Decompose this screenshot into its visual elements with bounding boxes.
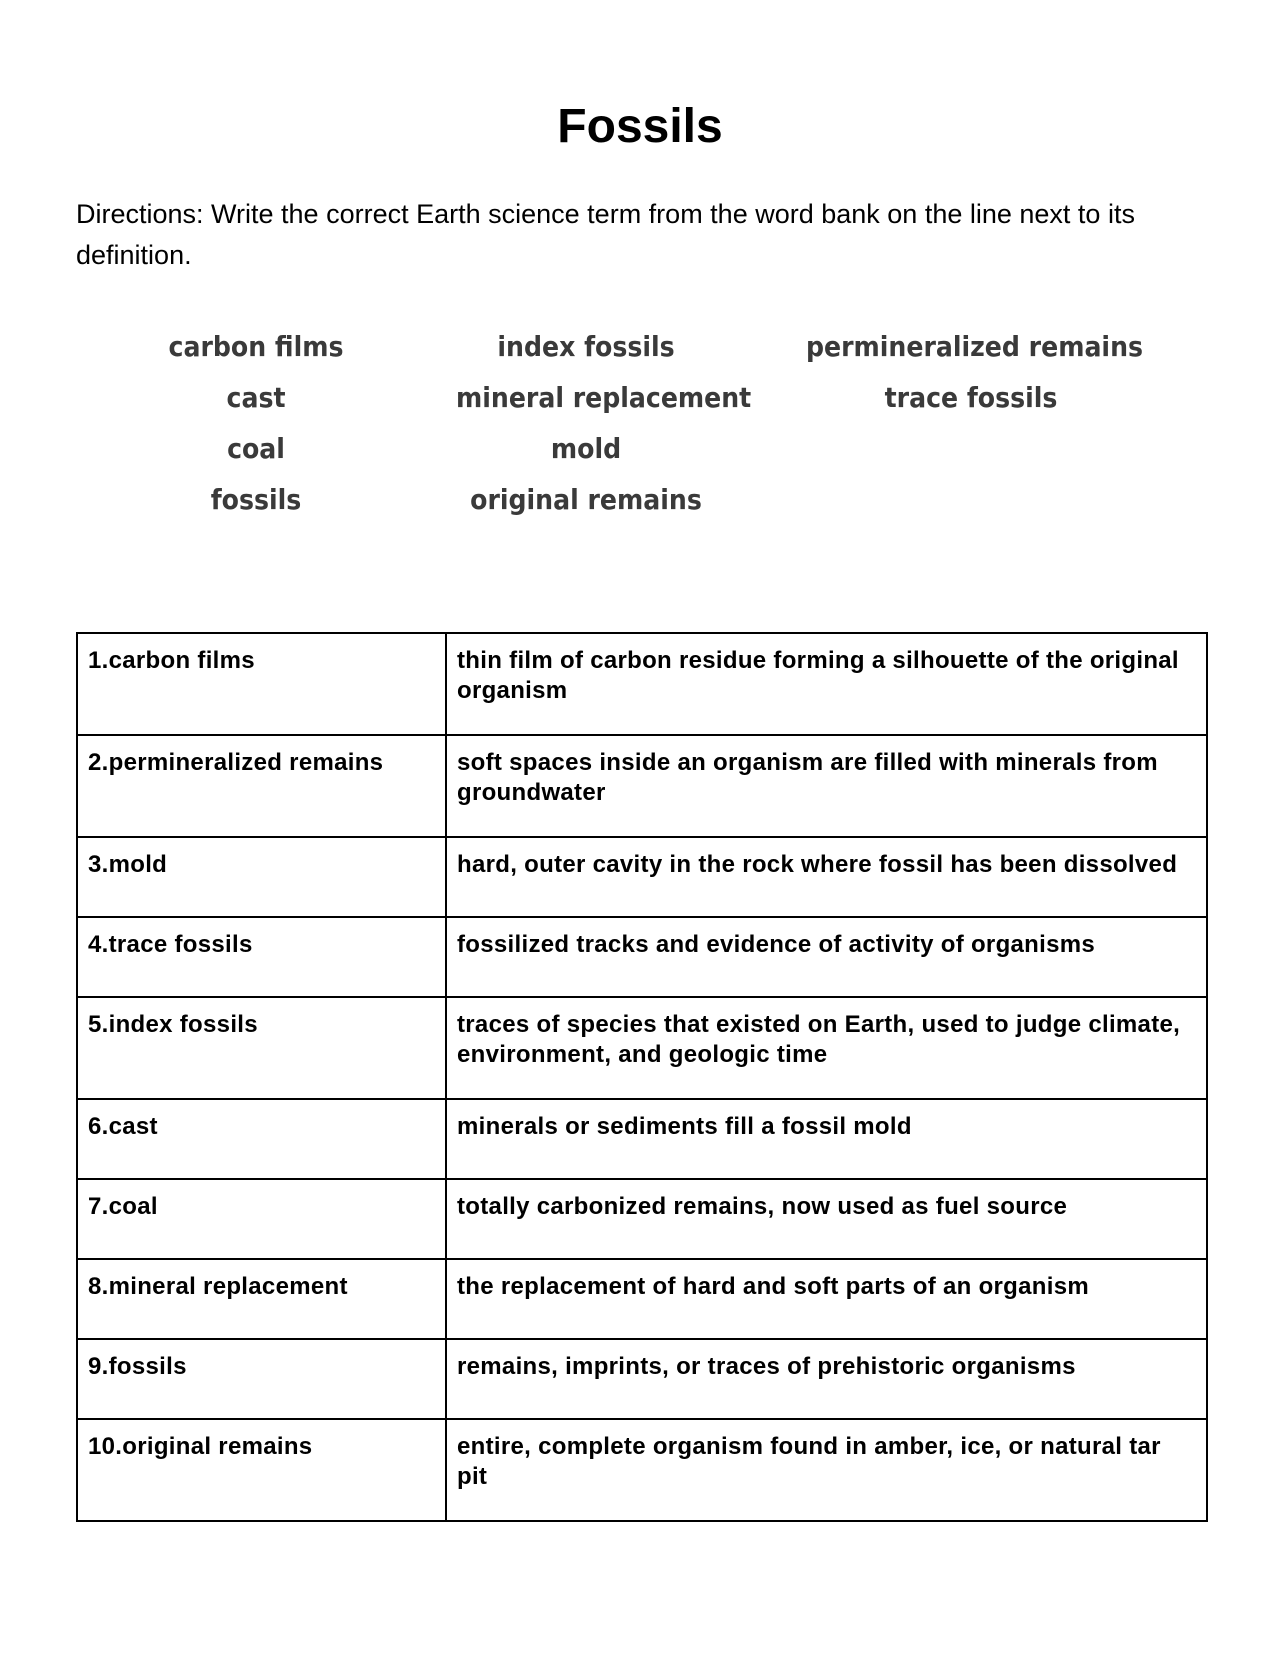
word-bank-item: index fossils <box>497 330 675 363</box>
table-row <box>77 837 1207 917</box>
word-bank-item: original remains <box>470 483 702 516</box>
term-cell: 3.mold <box>77 837 446 917</box>
definition-cell: hard, outer cavity in the rock where fossil has been dissolved <box>446 837 1207 917</box>
table-row <box>77 1179 1207 1259</box>
term-cell: 4.trace fossils <box>77 917 446 997</box>
table-row <box>77 917 1207 997</box>
definition-cell: the replacement of hard and soft parts of an organism <box>446 1259 1207 1339</box>
definition-cell: remains, imprints, or traces of prehistoric organisms <box>446 1339 1207 1419</box>
definition-cell: totally carbonized remains, now used as fuel source <box>446 1179 1207 1259</box>
word-bank-item: fossils <box>210 483 302 516</box>
term-cell: 10.original remains <box>77 1419 446 1521</box>
term-cell: 9.fossils <box>77 1339 446 1419</box>
definition-cell: minerals or sediments fill a fossil mold <box>446 1099 1207 1179</box>
definition-cell: thin film of carbon residue forming a silhouette of the original organism <box>446 633 1207 735</box>
page-title: Fossils <box>557 100 723 153</box>
terms-table <box>76 632 1208 1522</box>
term-cell: 1.carbon films <box>77 633 446 735</box>
table-row <box>77 1259 1207 1339</box>
word-bank-column-3 <box>806 326 1143 428</box>
word-bank-item: carbon films <box>168 330 344 363</box>
definition-cell: traces of species that existed on Earth, used to judge climate, environment, and geologic time <box>446 997 1207 1099</box>
table-row <box>77 1419 1207 1521</box>
word-bank-item: trace fossils <box>884 381 1058 414</box>
term-cell: 7.coal <box>77 1179 446 1259</box>
word-bank-column-2 <box>456 326 752 530</box>
word-bank-item: cast <box>226 381 286 414</box>
word-bank <box>76 326 1206 526</box>
table-row <box>77 633 1207 735</box>
term-cell: 5.index fossils <box>77 997 446 1099</box>
term-cell: 2.permineralized remains <box>77 735 446 837</box>
word-bank-item: mold <box>550 432 622 465</box>
word-bank-column-1 <box>156 326 356 530</box>
term-cell: 6.cast <box>77 1099 446 1179</box>
table-row <box>77 1099 1207 1179</box>
word-bank-item: permineralized remains <box>806 330 1143 363</box>
term-cell: 8.mineral replacement <box>77 1259 446 1339</box>
table-row <box>77 735 1207 837</box>
definition-cell: entire, complete organism found in amber, ice, or natural tar pit <box>446 1419 1207 1521</box>
table-row <box>77 1339 1207 1419</box>
word-bank-item: coal <box>227 432 285 465</box>
definition-cell: soft spaces inside an organism are filled with minerals from groundwater <box>446 735 1207 837</box>
table-row <box>77 997 1207 1099</box>
directions-text: Directions: Write the correct Earth science term from the word bank on the line next to its definition. <box>76 199 1135 270</box>
definition-cell: fossilized tracks and evidence of activity of organisms <box>446 917 1207 997</box>
word-bank-item: mineral replacement <box>456 381 752 414</box>
